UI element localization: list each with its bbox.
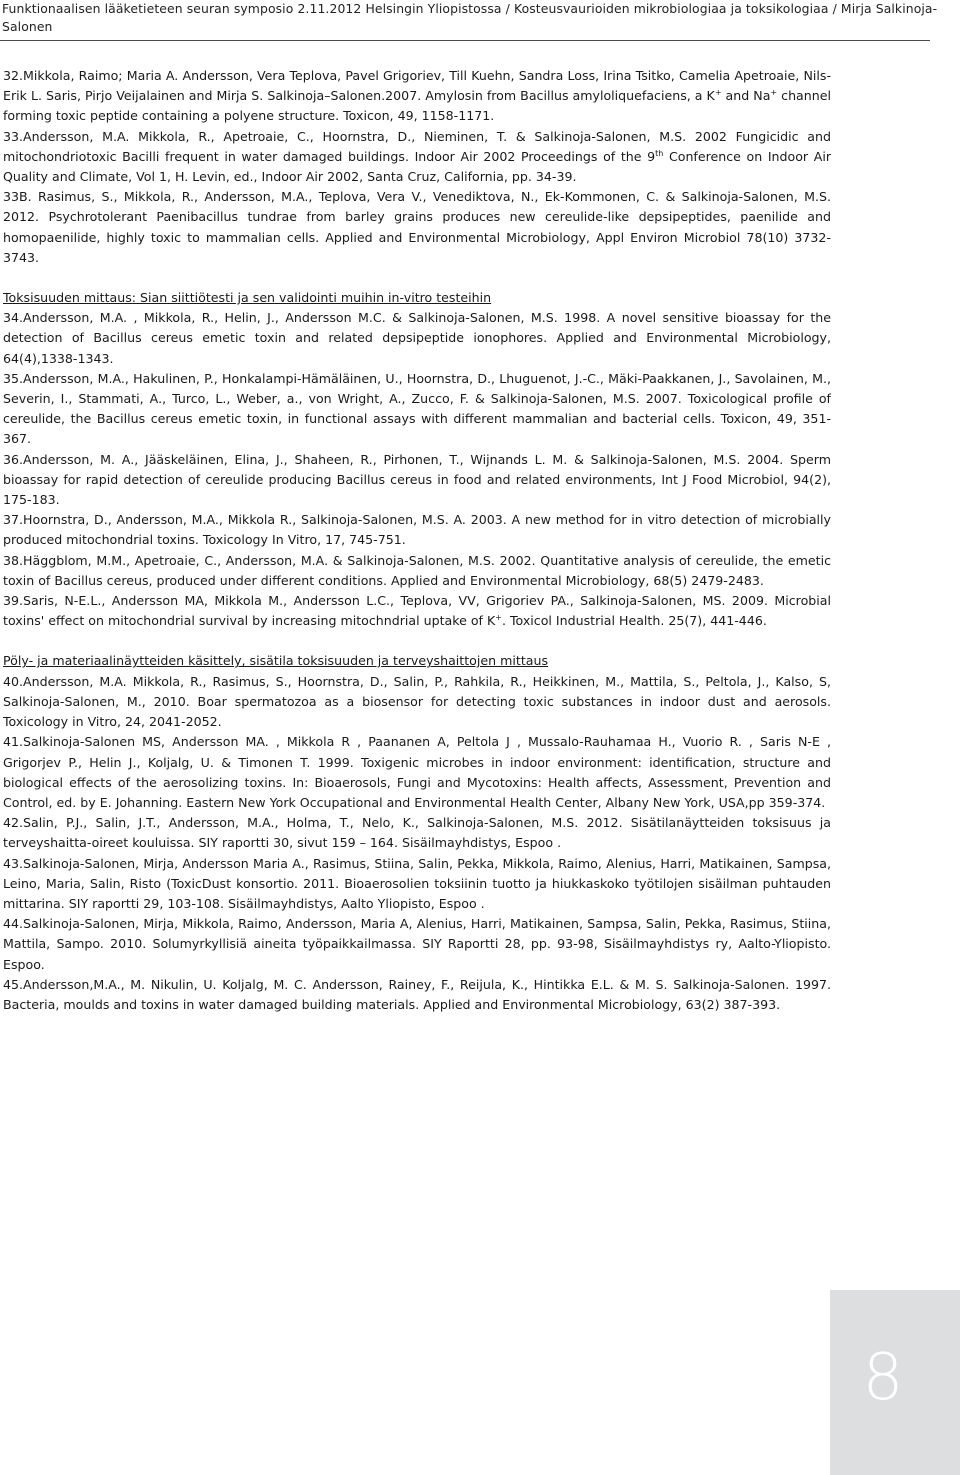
reference-36: 36.Andersson, M. A., Jääskeläinen, Elina, J., Shaheen, R., Pirhonen, T., Wijnands L. M. & Salkinoja-Salonen, M.S. 2004. Sperm bioassay for rapid detection of cereulide producing Bacillus cereus in food and related environments, Int J Food Microbiol, 94(2), 175-183.	[3, 451, 831, 508]
page-number-tab	[830, 1290, 960, 1475]
section-heading-toxicity-testing: Toksisuuden mittaus: Sian siittiötesti ja sen validointi muihin in-vitro testeihin	[3, 290, 492, 306]
reference-39: 39.Saris, N-E.L., Andersson MA, Mikkola M., Andersson L.C., Teplova, VV, Grigoriev PA., Salkinoja-Salonen, MS. 2009. Microbial toxins' effect on mitochondrial survival by increasing mitochndrial uptake of K+. Toxicol Industrial Health. 25(7), 441-446.	[3, 593, 831, 629]
reference-32: 32.Mikkola, Raimo; Maria A. Andersson, Vera Teplova, Pavel Grigoriev, Till Kuehn, Sandra Loss, Irina Tsitko, Camelia Apetroaie, Nils-Erik L. Saris, Pirjo Veijalainen and Mirja S. Salkinoja–Salonen.2007. Amylosin from Bacillus amyloliquefaciens, a K+ and Na+ channel forming toxic peptide containing a polyene structure. Toxicon, 49, 1158-1171.	[3, 68, 831, 124]
reference-34: 34.Andersson, M.A. , Mikkola, R., Helin, J., Andersson M.C. & Salkinoja-Salonen, M.S. 1998. A novel sensitive bioassay for the detection of Bacillus cereus emetic toxin and related depsipeptide ionophores. Applied and Environmental Microbiology, 64(4),1338-1343.	[3, 310, 831, 366]
page-number: 8	[862, 1341, 904, 1415]
running-header: Funktionaalisen lääketieteen seuran symposio 2.11.2012 Helsingin Yliopistossa / Kosteusvaurioiden mikrobiologiaa ja toksikologiaa / Mirja Salkinoja-Salonen	[2, 1, 938, 34]
reference-42: 42.Salin, P.J., Salin, J.T., Andersson, M.A., Holma, T., Nelo, K., Salkinoja-Salonen, M.S. 2012. Sisätilanäytteiden toksisuus ja terveyshaitta-oireet kouluissa. SIY raportti 30, sivut 159 – 164. Sisäilmayhdistys, Espoo .	[3, 815, 831, 851]
reference-40: 40.Andersson, M.A. Mikkola, R., Rasimus, S., Hoornstra, D., Salin, P., Rahkila, R., Heikkinen, M., Mattila, S., Peltola, J., Kalso, S, Salkinoja-Salonen, M., 2010. Boar spermatozoa as a biosensor for detecting toxic substances in indoor dust and aerosols. Toxicology in Vitro, 24, 2041-2052.	[3, 673, 831, 730]
reference-35: 35.Andersson, M.A., Hakulinen, P., Honkalampi-Hämäläinen, U., Hoornstra, D., Lhuguenot, J.-C., Mäki-Paakkanen, J., Savolainen, M., Severin, I., Stammati, A., Turco, L., Weber, a., von Wright, A., Zucco, F. & Salkinoja-Salonen, M.S. 2007. Toxicological profile of cereulide, the Bacillus cereus emetic toxin, in functional assays with different mammalian and bacterial cells. Toxicon, 49, 351-367.	[3, 370, 831, 447]
reference-37: 37.Hoornstra, D., Andersson, M.A., Mikkola R., Salkinoja-Salonen, M.S. A. 2003. A new method for in vitro detection of microbially produced mitochondrial toxins. Toxicology In Vitro, 17, 745-751.	[3, 512, 831, 548]
reference-44: 44.Salkinoja-Salonen, Mirja, Mikkola, Raimo, Andersson, Maria A, Alenius, Harri, Matikainen, Sampsa, Salin, Pekka, Rasimus, Stiina, Mattila, Sampo. 2010. Solumyrkyllisiä aineita työpaikkailmassa. SIY Raportti 28, pp. 93-98, Sisäilmayhdistys ry, Aalto-Yliopisto. Espoo.	[3, 916, 831, 972]
reference-38: 38.Häggblom, M.M., Apetroaie, C., Andersson, M.A. & Salkinoja-Salonen, M.S. 2002. Quantitative analysis of cereulide, the emetic toxin of Bacillus cereus, produced under different conditions. Applied and Environmental Microbiology, 68(5) 2479-2483.	[3, 552, 831, 588]
reference-41: 41.Salkinoja-Salonen MS, Andersson MA. , Mikkola R , Paananen A, Peltola J , Mussalo-Rauhamaa H., Vuorio R. , Saris N-E , Grigorjev P., Helin J., Koljalg, U. & Timonen T. 1999. Toxigenic microbes in indoor environment: identification, structure and biological effects of the aerosolizing toxins. In: Bioaerosols, Fungi and Mycotoxins: Health affects, Assessment, Prevention and Control, ed. by E. Johanning. Eastern New York Occupational and Environmental Health Center, Albany New York, USA,pp 359-374.	[3, 734, 831, 810]
section-heading-dust-sampling: Pöly- ja materiaalinäytteiden käsittely, sisätila toksisuuden ja terveyshaittojen mittaus	[3, 653, 549, 669]
reference-33b: 33B. Rasimus, S., Mikkola, R., Andersson, M.A., Teplova, Vera V., Venediktova, N., Ek-Kommonen, C. & Salkinoja-Salonen, M.S. 2012. Psychrotolerant Paenibacillus tundrae from barley grains produces new cereulide-like depsipeptides, paenilide and homopaenilide, highly toxic to mammalian cells. Applied and Environmental Microbiology, Appl Environ Microbiol 78(10) 3732-3743.	[3, 189, 831, 265]
reference-33: 33.Andersson, M.A. Mikkola, R., Apetroaie, C., Hoornstra, D., Nieminen, T. & Salkinoja-Salonen, M.S. 2002 Fungicidic and mitochondriotoxic Bacilli frequent in water damaged buildings. Indoor Air 2002 Proceedings of the 9th Conference on Indoor Air Quality and Climate, Vol 1, H. Levin, ed., Indoor Air 2002, Santa Cruz, California, pp. 34-39.	[3, 128, 832, 185]
header-divider	[0, 40, 930, 41]
reference-list	[3, 66, 831, 1015]
reference-45: 45.Andersson,M.A., M. Nikulin, U. Koljalg, M. C. Andersson, Rainey, F., Reijula, K., Hintikka E.L. & M. S. Salkinoja-Salonen. 1997. Bacteria, moulds and toxins in water damaged building materials. Applied and Environmental Microbiology, 63(2) 387-393.	[3, 976, 831, 1012]
reference-43: 43.Salkinoja-Salonen, Mirja, Andersson Maria A., Rasimus, Stiina, Salin, Pekka, Mikkola, Raimo, Alenius, Harri, Matikainen, Sampsa, Leino, Maria, Salin, Risto (ToxicDust konsortio. 2011. Bioaerosolien toksiinin tuotto ja hiukkaskoko työtilojen sisäilman puhtauden mittarina. SIY raportti 29, 103-108. Sisäilmayhdistys, Aalto Yliopisto, Espoo .	[3, 855, 831, 911]
